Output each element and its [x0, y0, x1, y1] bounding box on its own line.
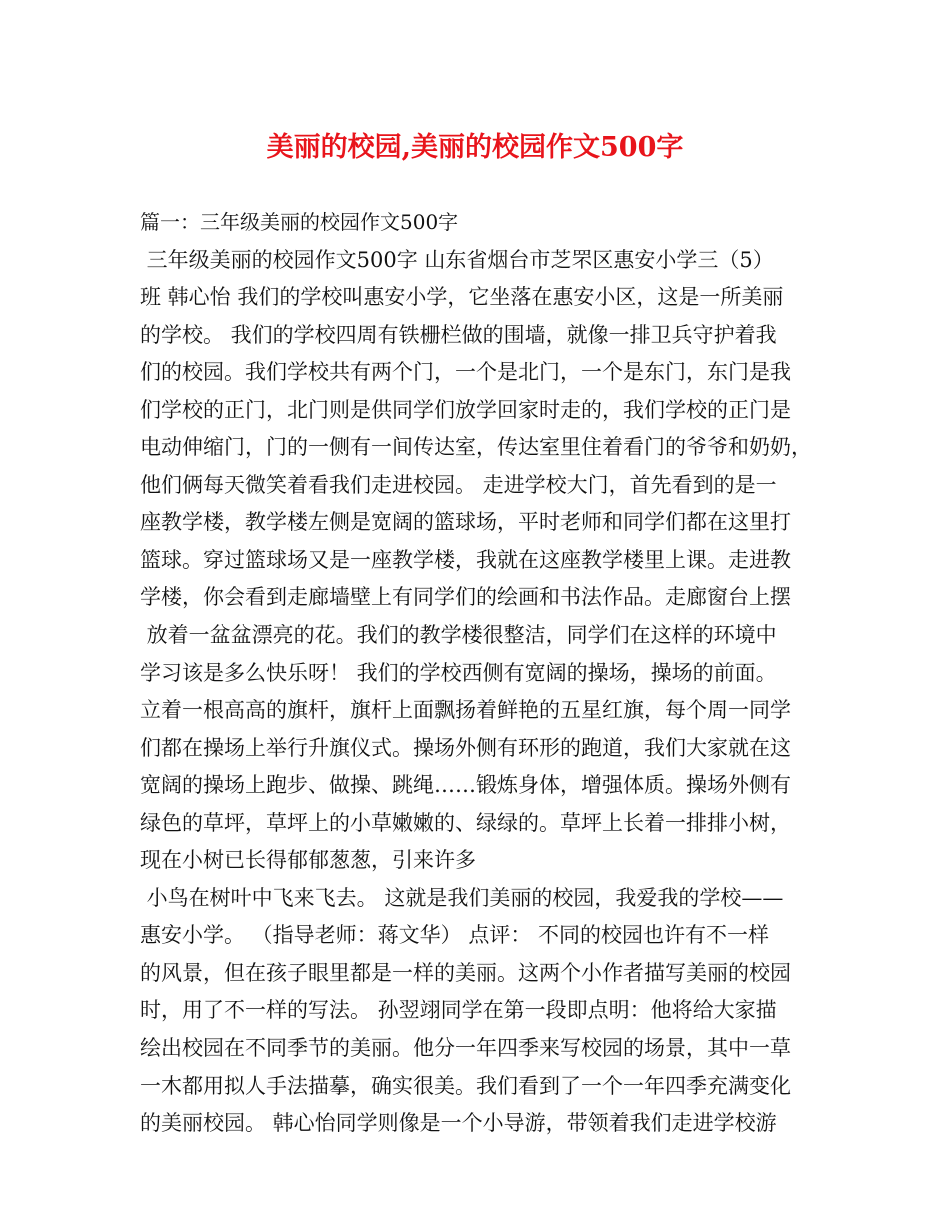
text-line: 立着一根高高的旗杆，旗杆上面飘扬着鲜艳的五星红旗，每个周一同学	[140, 698, 791, 723]
text-line: 时，用了不一样的写法。 孙翌翊同学在第一段即点明：他将给大家描	[140, 998, 777, 1023]
text-line: 他们俩每天微笑着看我们走进校园。 走进学校大门，首先看到的是一	[140, 472, 777, 497]
text-line: 们的校园。我们学校共有两个门，一个是北门，一个是东门，东门是我	[140, 360, 791, 385]
text-line: 宽阔的操场上跑步、做操、跳绳……锻炼身体，增强体质。操场外侧有	[140, 773, 791, 798]
text-line: 学习该是多么快乐呀！ 我们的学校西侧有宽阔的操场，操场的前面。	[140, 660, 777, 685]
text-line: 班 韩心怡 我们的学校叫惠安小学，它坐落在惠安小区，这是一所美丽	[140, 285, 784, 310]
text-line: 绘出校园在不同季节的美丽。他分一年四季来写校园的场景，其中一草	[140, 1036, 791, 1061]
text-line: 现在小树已长得郁郁葱葱，引来许多	[140, 848, 476, 873]
document-body	[140, 204, 830, 1143]
text-line: 的风景，但在孩子眼里都是一样的美丽。这两个小作者描写美丽的校园	[140, 960, 791, 985]
text-line: 三年级美丽的校园作文500字 山东省烟台市芝罘区惠安小学三（5）	[140, 247, 774, 272]
text-line: 座教学楼，教学楼左侧是宽阔的篮球场，平时老师和同学们都在这里打	[140, 510, 791, 535]
text-line: 的学校。 我们的学校四周有铁栅栏做的围墙，就像一排卫兵守护着我	[140, 322, 777, 347]
text-line: 学楼，你会看到走廊墙壁上有同学们的绘画和书法作品。走廊窗台上摆	[140, 585, 791, 610]
text-line: 小鸟在树叶中飞来飞去。 这就是我们美丽的校园，我爱我的学校——	[140, 885, 784, 910]
text-line: 电动伸缩门，门的一侧有一间传达室，传达室里住着看门的爷爷和奶奶，	[140, 435, 812, 460]
text-line: 们都在操场上举行升旗仪式。操场外侧有环形的跑道，我们大家就在这	[140, 735, 791, 760]
section-heading: 篇一：三年级美丽的校园作文500字	[140, 210, 459, 234]
text-line: 放着一盆盆漂亮的花。我们的教学楼很整洁，同学们在这样的环境中	[140, 623, 777, 648]
text-line: 惠安小学。 （指导老师：蒋文华） 点评： 不同的校园也许有不一样	[140, 923, 770, 948]
document-title: 美丽的校园,美丽的校园作文500字	[266, 132, 684, 163]
text-line: 的美丽校园。 韩心怡同学则像是一个小导游，带领着我们走进学校游	[140, 1111, 777, 1136]
text-line: 绿色的草坪，草坪上的小草嫩嫩的、绿绿的。草坪上长着一排排小树，	[140, 810, 791, 835]
text-line: 篮球。穿过篮球场又是一座教学楼，我就在这座教学楼里上课。走进教	[140, 547, 791, 572]
text-line: 们学校的正门，北门则是供同学们放学回家时走的，我们学校的正门是	[140, 397, 791, 422]
text-line: 一木都用拟人手法描摹，确实很美。我们看到了一个一年四季充满变化	[140, 1073, 791, 1098]
